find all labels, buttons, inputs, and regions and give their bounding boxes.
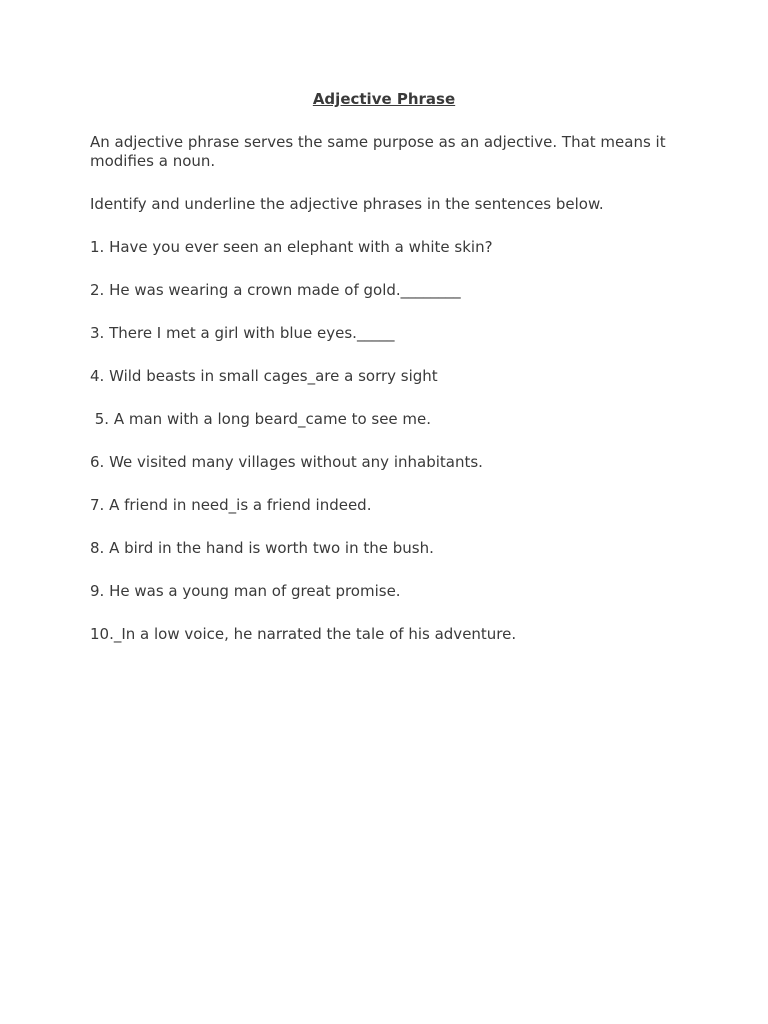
- sentence-item: 2. He was wearing a crown made of gold.________: [90, 281, 461, 299]
- sentence-item: 1. Have you ever seen an elephant with a white skin?: [90, 238, 493, 256]
- intro-paragraph: An adjective phrase serves the same purpose as an adjective. That means it modifies a noun.: [90, 133, 666, 170]
- page-title: Adjective Phrase: [312, 90, 456, 108]
- instruction-paragraph: Identify and underline the adjective phrases in the sentences below.: [90, 195, 604, 213]
- sentence-item: 8. A bird in the hand is worth two in the bush.: [90, 539, 434, 557]
- sentence-item: 6. We visited many villages without any inhabitants.: [90, 453, 483, 471]
- sentence-item: 10._In a low voice, he narrated the tale of his adventure.: [90, 625, 517, 643]
- sentence-item: 4. Wild beasts in small cages_are a sorry sight: [90, 367, 438, 385]
- sentence-item: 9. He was a young man of great promise.: [90, 582, 401, 600]
- sentence-item: 5. A man with a long beard_came to see me.: [90, 410, 432, 428]
- sentence-item: 3. There I met a girl with blue eyes._____: [90, 324, 395, 342]
- sentence-item: 7. A friend in need_is a friend indeed.: [90, 496, 372, 514]
